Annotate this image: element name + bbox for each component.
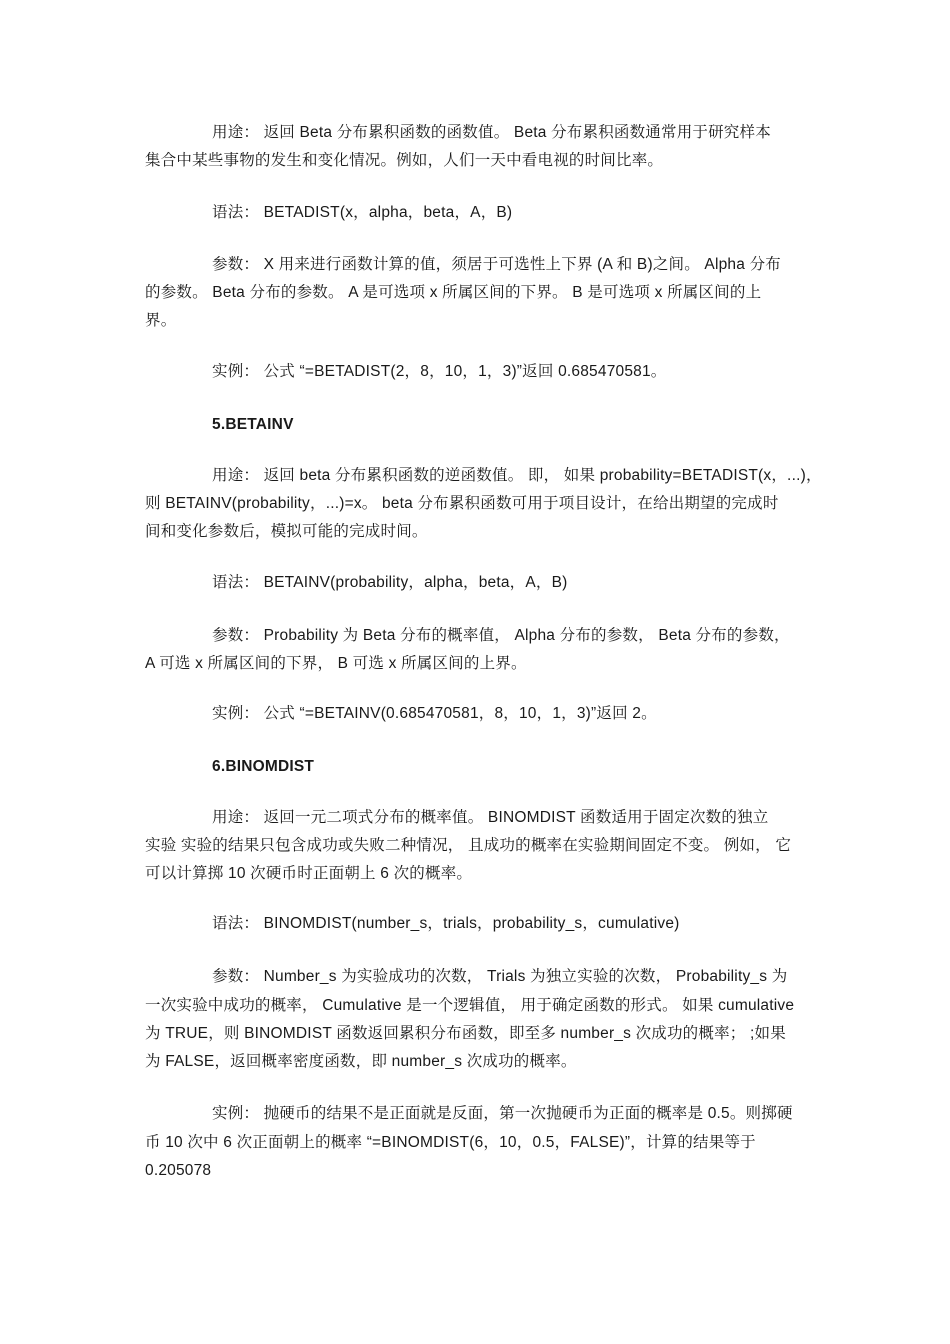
text-line: 为 FALSE，返回概率密度函数，即 number_s 次成功的概率。 [145,1053,577,1070]
text-line: 语法： BETADIST(x，alpha，beta，A，B) [212,204,513,221]
text-line: 集合中某些事物的发生和变化情况。例如，人们一天中看电视的时间比率。 [145,152,664,169]
text-line: 用途： 返回一元二项式分布的概率值。 BINOMDIST 函数适用于固定次数的独立 [212,809,769,826]
text-line: 用途： 返回 beta 分布累积函数的逆函数值。 即， 如果 probability=BETADIST(x，...)， [212,467,822,484]
text-line: 参数： X 用来进行函数计算的值，须居于可选性上下界 (A 和 B)之间。 Alpha 分布 [212,256,781,273]
text-line: 一次实验中成功的概率， Cumulative 是一个逻辑值， 用于确定函数的形式。 如果 cumulative [145,997,795,1014]
text-line: 则 BETAINV(probability，...)=x。 beta 分布累积函数可用于项目设计，在给出期望的完成时 [145,495,779,512]
text-line: 参数： Probability 为 Beta 分布的概率值， Alpha 分布的参数， Beta 分布的参数， [212,627,790,644]
section-heading-binomdist: 6.BINOMDIST [212,758,315,775]
text-line: 语法： BINOMDIST(number_s，trials，probability_s，cumulative) [212,915,680,932]
text-line: 实例： 公式 “=BETADIST(2，8，10，1，3)”返回 0.685470581。 [212,363,667,380]
text-line: 实验 实验的结果只包含成功或失败二种情况， 且成功的概率在实验期间固定不变。 例如， 它 [145,837,792,854]
text-line: 可以计算掷 10 次硬币时正面朝上 6 次的概率。 [145,865,473,882]
text-line: 界。 [145,312,177,329]
text-line: 语法： BETAINV(probability，alpha，beta，A，B) [212,574,568,591]
text-line: 的参数。 Beta 分布的参数。 A 是可选项 x 所属区间的下界。 B 是可选项 x 所属区间的上 [145,284,762,301]
text-line: 为 TRUE，则 BINOMDIST 函数返回累积分布函数，即至多 number_s 次成功的概率； ;如果 [145,1025,786,1042]
text-line: 用途： 返回 Beta 分布累积函数的函数值。 Beta 分布累积函数通常用于研究样本 [212,124,771,141]
text-line: A 可选 x 所属区间的下界， B 可选 x 所属区间的上界。 [145,655,527,672]
text-line: 参数： Number_s 为实验成功的次数， Trials 为独立实验的次数， Probability_s 为 [212,968,788,985]
text-line: 实例： 公式 “=BETAINV(0.685470581，8，10，1，3)”返回 2。 [212,705,657,722]
text-line: 间和变化参数后，模拟可能的完成时间。 [145,523,428,540]
text-line: 0.205078 [145,1162,212,1179]
text-line: 币 10 次中 6 次正面朝上的概率 “=BINOMDIST(6，10，0.5，FALSE)”，计算的结果等于 [145,1134,756,1151]
text-line: 实例： 抛硬币的结果不是正面就是反面，第一次抛硬币为正面的概率是 0.5。则掷硬 [212,1105,793,1122]
section-heading-betainv: 5.BETAINV [212,416,294,433]
